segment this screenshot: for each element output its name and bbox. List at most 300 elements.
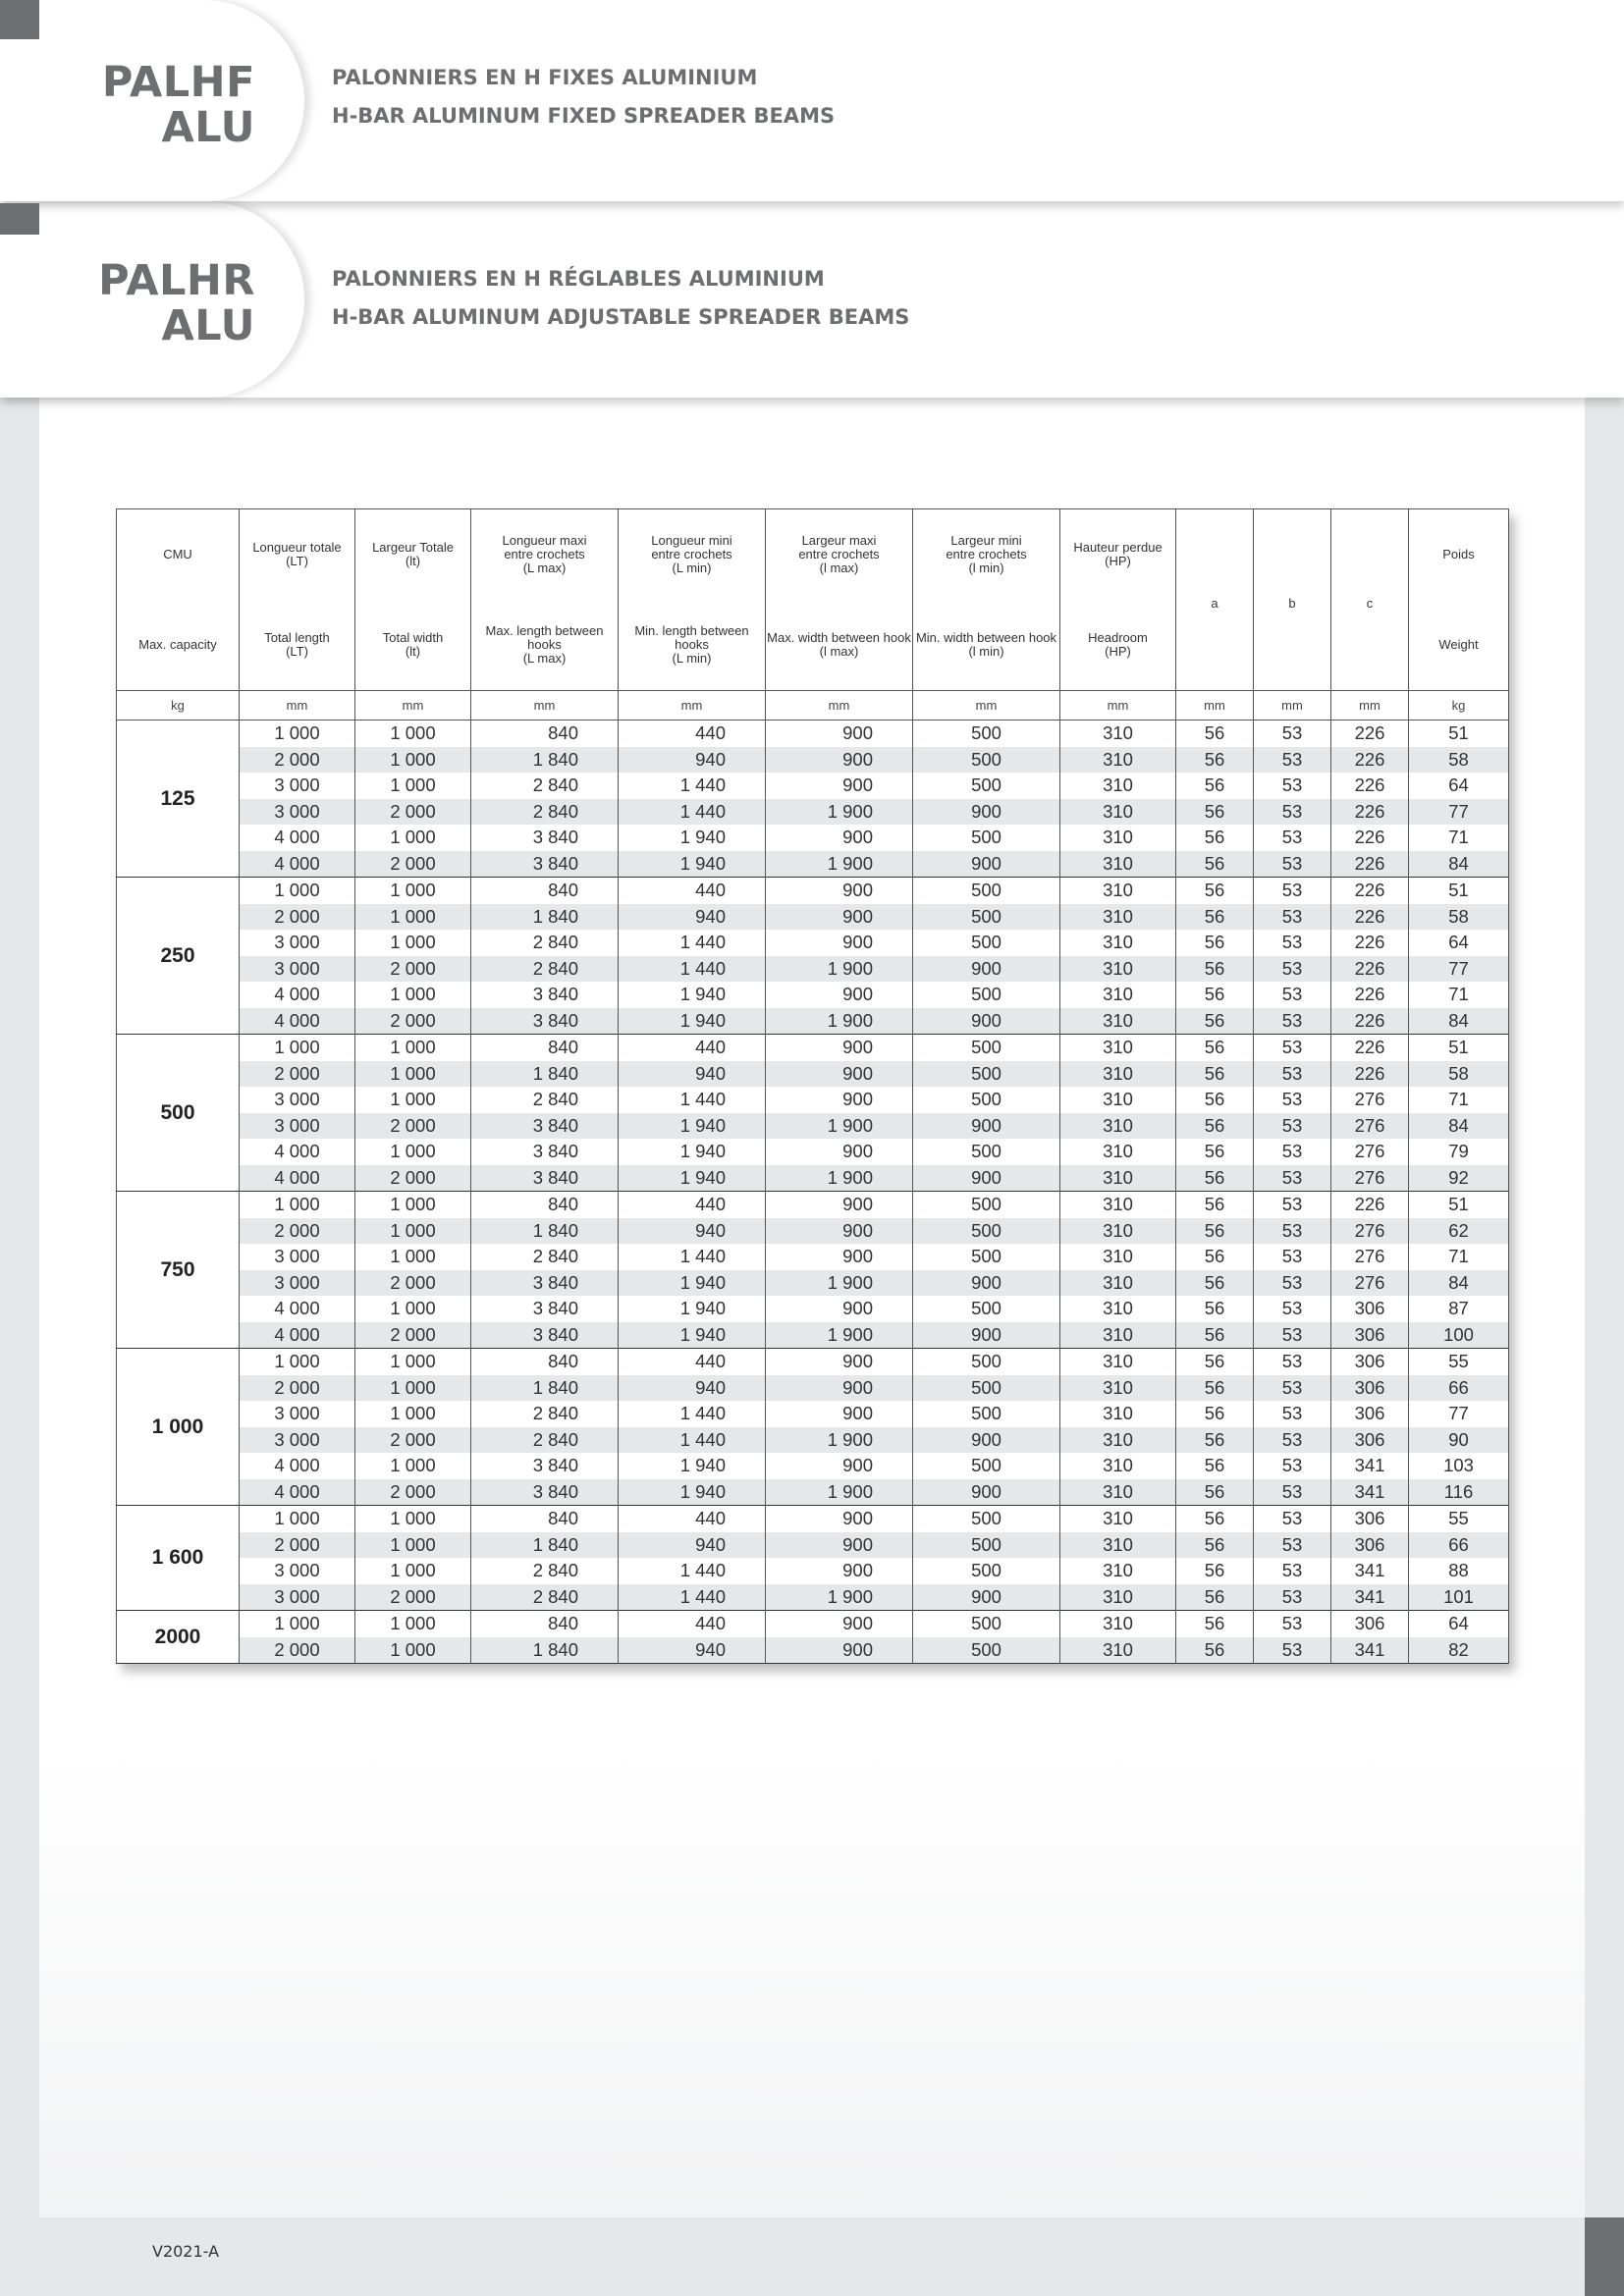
table-cell: 53 — [1254, 1637, 1331, 1664]
table-cell: 53 — [1254, 878, 1331, 904]
product-code — [101, 57, 255, 152]
table-row — [117, 1479, 1509, 1506]
table-cell: 84 — [1409, 851, 1509, 878]
table-cell: 500 — [913, 1375, 1060, 1402]
table-cell: 1 940 — [619, 851, 766, 878]
table-cell: 1 000 — [355, 1349, 471, 1375]
column-header-en-3 — [471, 600, 619, 691]
header-text-line: (l max) — [819, 644, 859, 659]
header-text-line: (L min) — [672, 561, 712, 575]
table-cell: 310 — [1060, 1584, 1176, 1611]
table-cell: 3 000 — [240, 930, 355, 956]
table-cell: 1 940 — [619, 982, 766, 1008]
table-cell: 56 — [1176, 1558, 1254, 1584]
table-cell: 1 000 — [355, 982, 471, 1008]
header-text-line: Largeur Totale — [372, 540, 454, 555]
table-cell: 64 — [1409, 773, 1509, 799]
table-cell: 500 — [913, 1532, 1060, 1559]
table-cell: 310 — [1060, 982, 1176, 1008]
table-cell: 1 940 — [619, 1139, 766, 1165]
table-cell: 53 — [1254, 1296, 1331, 1322]
table-cell: 53 — [1254, 1479, 1331, 1506]
table-cell: 1 000 — [355, 1296, 471, 1322]
table-cell: 900 — [766, 1453, 913, 1479]
table-cell: 1 440 — [619, 956, 766, 983]
header-text-line: entre crochets — [946, 547, 1027, 561]
column-header-en-7 — [1060, 600, 1176, 691]
table-cell: 500 — [913, 1506, 1060, 1532]
unit-cell: mm — [355, 691, 471, 721]
table-cell: 77 — [1409, 956, 1509, 983]
table-row — [117, 1296, 1509, 1322]
header-text-line: (lt) — [405, 554, 421, 568]
table-cell: 276 — [1331, 1087, 1409, 1113]
capacity-cell: 500 — [117, 1035, 240, 1192]
table-row — [117, 747, 1509, 774]
product-titles — [332, 260, 909, 337]
column-header-fr-0 — [117, 509, 240, 601]
table-cell: 56 — [1176, 773, 1254, 799]
table-cell: 2 000 — [355, 799, 471, 826]
product-code-tab — [0, 201, 304, 398]
column-header-en-6 — [913, 600, 1060, 691]
table-cell: 4 000 — [240, 1008, 355, 1035]
unit-cell: mm — [766, 691, 913, 721]
header-text-line: Hauteur perdue — [1073, 540, 1163, 555]
table-cell: 1 900 — [766, 1427, 913, 1454]
header-text-line: Poids — [1442, 547, 1475, 561]
header-text-line: Longueur mini — [651, 533, 732, 548]
table-cell: 3 840 — [471, 1008, 619, 1035]
table-cell: 1 900 — [766, 1008, 913, 1035]
table-cell: 4 000 — [240, 825, 355, 851]
table-cell: 310 — [1060, 904, 1176, 931]
table-cell: 71 — [1409, 982, 1509, 1008]
table-cell: 500 — [913, 1244, 1060, 1270]
table-cell: 310 — [1060, 1637, 1176, 1664]
table-cell: 1 940 — [619, 1008, 766, 1035]
header-text-line: (l min) — [968, 561, 1004, 575]
column-header-fr-2 — [355, 509, 471, 601]
table-cell: 310 — [1060, 1506, 1176, 1532]
table-cell: 900 — [766, 1637, 913, 1664]
table-cell: 100 — [1409, 1322, 1509, 1349]
table-cell: 306 — [1331, 1427, 1409, 1454]
table-cell: 56 — [1176, 1322, 1254, 1349]
table-cell: 226 — [1331, 799, 1409, 826]
table-cell: 1 000 — [355, 1637, 471, 1664]
table-cell: 2 000 — [240, 1375, 355, 1402]
capacity-cell: 250 — [117, 878, 240, 1035]
table-cell: 4 000 — [240, 982, 355, 1008]
corner-marker-second — [0, 203, 39, 235]
table-cell: 900 — [766, 1218, 913, 1245]
table-cell: 1 840 — [471, 1218, 619, 1245]
table-cell: 1 940 — [619, 825, 766, 851]
table-cell: 226 — [1331, 721, 1409, 747]
header-text-line: Total width — [382, 630, 444, 645]
header-text-line: (L max) — [522, 651, 567, 666]
table-cell: 4 000 — [240, 1322, 355, 1349]
table-cell: 226 — [1331, 773, 1409, 799]
unit-cell: mm — [1176, 691, 1254, 721]
table-cell: 1 900 — [766, 1479, 913, 1506]
table-cell: 276 — [1331, 1165, 1409, 1192]
table-cell: 1 840 — [471, 904, 619, 931]
table-cell: 1 000 — [355, 1532, 471, 1559]
unit-cell: mm — [1331, 691, 1409, 721]
header-text-line: Largeur maxi — [801, 533, 877, 548]
table-cell: 500 — [913, 1192, 1060, 1218]
table-cell: 500 — [913, 930, 1060, 956]
table-cell: 900 — [766, 1532, 913, 1559]
table-cell: 341 — [1331, 1558, 1409, 1584]
table-cell: 310 — [1060, 930, 1176, 956]
table-cell: 53 — [1254, 930, 1331, 956]
table-cell: 500 — [913, 773, 1060, 799]
table-cell: 226 — [1331, 930, 1409, 956]
table-cell: 84 — [1409, 1008, 1509, 1035]
table-cell: 58 — [1409, 1061, 1509, 1088]
table-cell: 310 — [1060, 1427, 1176, 1454]
table-cell: 310 — [1060, 825, 1176, 851]
column-header-en-2 — [355, 600, 471, 691]
table-cell: 840 — [471, 1506, 619, 1532]
table-cell: 310 — [1060, 851, 1176, 878]
table-cell: 55 — [1409, 1349, 1509, 1375]
table-cell: 3 000 — [240, 1558, 355, 1584]
column-header-en-11 — [1409, 600, 1509, 691]
table-cell: 3 000 — [240, 1584, 355, 1611]
table-cell: 500 — [913, 747, 1060, 774]
capacity-cell: 750 — [117, 1192, 240, 1349]
table-cell: 56 — [1176, 1349, 1254, 1375]
table-cell: 2 000 — [355, 851, 471, 878]
table-cell: 940 — [619, 1532, 766, 1559]
header-text-line: Max. width between hook — [767, 630, 911, 645]
table-cell: 900 — [766, 930, 913, 956]
table-cell: 53 — [1254, 1532, 1331, 1559]
product-code-tab — [0, 0, 304, 201]
table-cell: 1 000 — [355, 1558, 471, 1584]
table-cell: 53 — [1254, 1113, 1331, 1140]
table-cell: 3 840 — [471, 1296, 619, 1322]
table-cell: 500 — [913, 1061, 1060, 1088]
table-row — [117, 1192, 1509, 1218]
table-cell: 56 — [1176, 878, 1254, 904]
table-cell: 900 — [913, 1113, 1060, 1140]
table-cell: 310 — [1060, 1375, 1176, 1402]
table-cell: 53 — [1254, 773, 1331, 799]
table-cell: 1 940 — [619, 1113, 766, 1140]
table-cell: 276 — [1331, 1270, 1409, 1297]
table-cell: 440 — [619, 1611, 766, 1637]
table-cell: 900 — [766, 1192, 913, 1218]
table-cell: 51 — [1409, 878, 1509, 904]
table-cell: 500 — [913, 1349, 1060, 1375]
table-cell: 2 000 — [355, 1008, 471, 1035]
table-cell: 1 000 — [240, 1506, 355, 1532]
product-code-line1: PALHF — [101, 57, 255, 107]
table-cell: 1 840 — [471, 1061, 619, 1088]
table-cell: 88 — [1409, 1558, 1509, 1584]
table-cell: 500 — [913, 982, 1060, 1008]
table-cell: 840 — [471, 1611, 619, 1637]
header-text-line: c — [1366, 596, 1374, 611]
table-cell: 53 — [1254, 1349, 1331, 1375]
table-cell: 1 940 — [619, 1453, 766, 1479]
table-cell: 56 — [1176, 1008, 1254, 1035]
header-text-line: Max. capacity — [138, 637, 217, 652]
table-cell: 1 000 — [240, 1192, 355, 1218]
table-row — [117, 1375, 1509, 1402]
table-cell: 1 900 — [766, 956, 913, 983]
header-text-line: Min. length between — [634, 623, 749, 638]
table-cell: 56 — [1176, 904, 1254, 931]
table-cell: 1 000 — [355, 930, 471, 956]
table-row — [117, 799, 1509, 826]
table-row — [117, 878, 1509, 904]
table-row — [117, 825, 1509, 851]
table-cell: 310 — [1060, 1349, 1176, 1375]
table-cell: 940 — [619, 1637, 766, 1664]
table-cell: 2 000 — [240, 1532, 355, 1559]
table-cell: 3 000 — [240, 799, 355, 826]
table-cell: 1 000 — [355, 1061, 471, 1088]
column-header-en-1 — [240, 600, 355, 691]
table-cell: 53 — [1254, 956, 1331, 983]
table-cell: 55 — [1409, 1506, 1509, 1532]
table-cell: 1 940 — [619, 1479, 766, 1506]
table-cell: 1 440 — [619, 773, 766, 799]
table-cell: 341 — [1331, 1637, 1409, 1664]
table-cell: 51 — [1409, 721, 1509, 747]
table-cell: 940 — [619, 747, 766, 774]
header-band-fixed — [0, 0, 1624, 201]
table-cell: 3 840 — [471, 851, 619, 878]
table-cell: 310 — [1060, 721, 1176, 747]
table-cell: 310 — [1060, 799, 1176, 826]
table-cell: 1 000 — [240, 878, 355, 904]
table-cell: 56 — [1176, 1244, 1254, 1270]
table-cell: 58 — [1409, 904, 1509, 931]
table-cell: 66 — [1409, 1532, 1509, 1559]
table-cell: 56 — [1176, 982, 1254, 1008]
table-cell: 2 000 — [240, 1637, 355, 1664]
table-cell: 1 000 — [240, 1035, 355, 1061]
table-cell: 1 440 — [619, 1244, 766, 1270]
table-cell: 900 — [766, 1349, 913, 1375]
table-cell: 900 — [766, 1035, 913, 1061]
table-cell: 56 — [1176, 1270, 1254, 1297]
table-row — [117, 1427, 1509, 1454]
header-text-line: CMU — [163, 547, 192, 561]
table-cell: 56 — [1176, 1218, 1254, 1245]
table-cell: 2 000 — [355, 1165, 471, 1192]
header-text-line: (HP) — [1105, 554, 1131, 568]
table-cell: 226 — [1331, 1035, 1409, 1061]
table-cell: 56 — [1176, 799, 1254, 826]
table-cell: 56 — [1176, 1061, 1254, 1088]
table-cell: 4 000 — [240, 1139, 355, 1165]
table-row — [117, 1165, 1509, 1192]
table-cell: 940 — [619, 904, 766, 931]
table-cell: 306 — [1331, 1506, 1409, 1532]
table-row — [117, 1532, 1509, 1559]
table-cell: 310 — [1060, 878, 1176, 904]
table-cell: 900 — [766, 1558, 913, 1584]
table-cell: 310 — [1060, 1296, 1176, 1322]
unit-cell: mm — [471, 691, 619, 721]
table-cell: 3 000 — [240, 1427, 355, 1454]
table-row — [117, 982, 1509, 1008]
table-cell: 500 — [913, 878, 1060, 904]
table-cell: 310 — [1060, 1008, 1176, 1035]
table-cell: 53 — [1254, 904, 1331, 931]
header-text-line: Longueur totale — [252, 540, 342, 555]
table-cell: 53 — [1254, 1087, 1331, 1113]
table-cell: 77 — [1409, 799, 1509, 826]
table-cell: 226 — [1331, 878, 1409, 904]
capacity-cell: 125 — [117, 721, 240, 878]
table-cell: 53 — [1254, 747, 1331, 774]
table-cell: 53 — [1254, 982, 1331, 1008]
table-cell: 53 — [1254, 1008, 1331, 1035]
table-cell: 900 — [766, 721, 913, 747]
header-text-line: (L min) — [672, 651, 712, 666]
table-cell: 310 — [1060, 1165, 1176, 1192]
table-cell: 56 — [1176, 1506, 1254, 1532]
table-cell: 900 — [913, 1165, 1060, 1192]
table-cell: 53 — [1254, 1139, 1331, 1165]
unit-cell: mm — [913, 691, 1060, 721]
table-cell: 500 — [913, 1139, 1060, 1165]
column-header-fr-1 — [240, 509, 355, 601]
table-cell: 56 — [1176, 1113, 1254, 1140]
table-cell: 101 — [1409, 1584, 1509, 1611]
table-cell: 940 — [619, 1061, 766, 1088]
table-cell: 56 — [1176, 825, 1254, 851]
table-cell: 900 — [766, 982, 913, 1008]
table-row — [117, 1218, 1509, 1245]
table-cell: 500 — [913, 1637, 1060, 1664]
table-cell: 53 — [1254, 1270, 1331, 1297]
table-cell: 440 — [619, 1192, 766, 1218]
unit-cell: mm — [240, 691, 355, 721]
table-cell: 276 — [1331, 1139, 1409, 1165]
table-cell: 900 — [766, 1375, 913, 1402]
table-cell: 900 — [913, 1479, 1060, 1506]
table-cell: 310 — [1060, 1558, 1176, 1584]
table-cell: 53 — [1254, 721, 1331, 747]
header-text-line: Total length — [264, 630, 330, 645]
table-cell: 1 000 — [355, 1453, 471, 1479]
table-cell: 87 — [1409, 1296, 1509, 1322]
table-cell: 310 — [1060, 747, 1176, 774]
product-code-line1: PALHR — [98, 256, 255, 305]
product-code-line2: ALU — [161, 301, 255, 350]
header-text-line: entre crochets — [651, 547, 732, 561]
table-cell: 53 — [1254, 1427, 1331, 1454]
table-row — [117, 1061, 1509, 1088]
table-cell: 3 840 — [471, 1479, 619, 1506]
table-cell: 56 — [1176, 1375, 1254, 1402]
table-cell: 1 000 — [355, 1218, 471, 1245]
table-cell: 310 — [1060, 773, 1176, 799]
table-cell: 940 — [619, 1218, 766, 1245]
table-cell: 1 900 — [766, 799, 913, 826]
table-cell: 53 — [1254, 1061, 1331, 1088]
table-cell: 2 000 — [355, 1113, 471, 1140]
table-cell: 92 — [1409, 1165, 1509, 1192]
column-header-fr-3 — [471, 509, 619, 601]
header-text-line: entre crochets — [798, 547, 880, 561]
table-cell: 500 — [913, 1035, 1060, 1061]
table-cell: 1 440 — [619, 1401, 766, 1427]
table-cell: 53 — [1254, 1218, 1331, 1245]
table-cell: 3 840 — [471, 1270, 619, 1297]
header-text-line: hooks — [527, 637, 562, 652]
table-cell: 56 — [1176, 1035, 1254, 1061]
table-cell: 1 000 — [355, 1139, 471, 1165]
table-cell: 900 — [766, 1139, 913, 1165]
header-text-line: (HP) — [1105, 644, 1131, 659]
table-cell: 310 — [1060, 1479, 1176, 1506]
table-cell: 900 — [766, 747, 913, 774]
header-text-line: Largeur mini — [950, 533, 1022, 548]
table-cell: 500 — [913, 904, 1060, 931]
table-cell: 1 000 — [355, 1244, 471, 1270]
table-cell: 2 000 — [240, 1218, 355, 1245]
table-cell: 1 440 — [619, 1427, 766, 1454]
table-cell: 2 840 — [471, 956, 619, 983]
table-cell: 310 — [1060, 1453, 1176, 1479]
table-cell: 310 — [1060, 1270, 1176, 1297]
table-cell: 500 — [913, 721, 1060, 747]
table-cell: 77 — [1409, 1401, 1509, 1427]
table-cell: 64 — [1409, 1611, 1509, 1637]
table-row — [117, 721, 1509, 747]
table-cell: 900 — [913, 799, 1060, 826]
table-cell: 310 — [1060, 1061, 1176, 1088]
header-text-line: (lt) — [405, 644, 421, 659]
table-cell: 306 — [1331, 1401, 1409, 1427]
product-titles — [332, 59, 835, 135]
table-cell: 2 000 — [355, 1584, 471, 1611]
column-header-8 — [1176, 509, 1254, 691]
table-cell: 2 840 — [471, 1584, 619, 1611]
table-cell: 3 840 — [471, 1139, 619, 1165]
table-cell: 71 — [1409, 1087, 1509, 1113]
table-cell: 900 — [766, 904, 913, 931]
table-cell: 1 900 — [766, 1322, 913, 1349]
table-cell: 310 — [1060, 1532, 1176, 1559]
table-cell: 2 840 — [471, 1401, 619, 1427]
table-cell: 226 — [1331, 982, 1409, 1008]
table-cell: 90 — [1409, 1427, 1509, 1454]
table-cell: 56 — [1176, 1087, 1254, 1113]
column-header-fr-7 — [1060, 509, 1176, 601]
table-cell: 2 840 — [471, 799, 619, 826]
table-cell: 84 — [1409, 1270, 1509, 1297]
table-cell: 440 — [619, 878, 766, 904]
table-cell: 900 — [913, 1584, 1060, 1611]
table-cell: 1 440 — [619, 1558, 766, 1584]
table-cell: 53 — [1254, 825, 1331, 851]
table-row — [117, 1087, 1509, 1113]
table-cell: 1 000 — [240, 721, 355, 747]
table-cell: 900 — [766, 773, 913, 799]
